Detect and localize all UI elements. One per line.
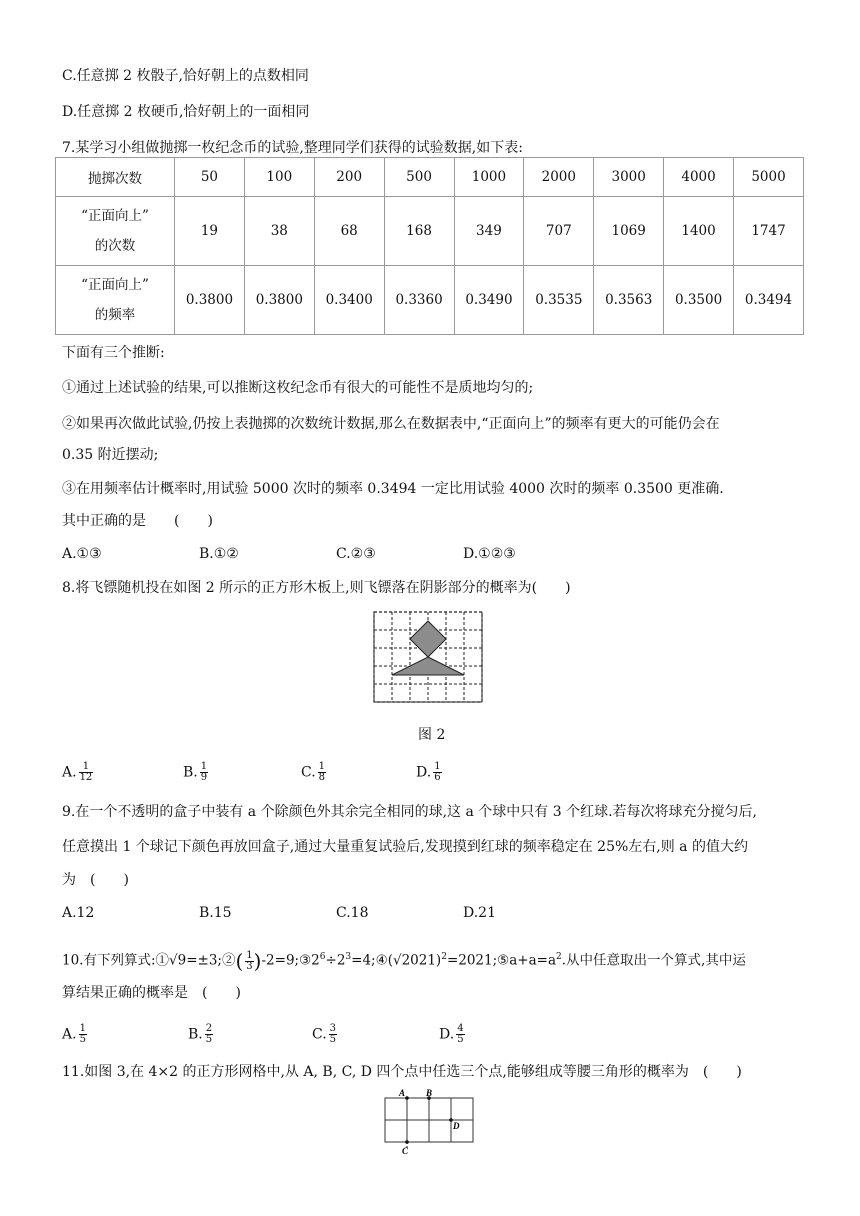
- q7-option-c: C.②③: [336, 546, 376, 562]
- q9-line-3: 为 ( ): [62, 872, 129, 888]
- count-cell: 707: [524, 197, 594, 266]
- fraction: $\frac{1}{5}$: [79, 1023, 86, 1045]
- throws-cell: 100: [244, 158, 314, 197]
- row-header-freq-line1: “正面向上”: [81, 277, 149, 293]
- row-header-count-line1: “正面向上”: [81, 208, 149, 224]
- q10-line-1: 10.有下列算式:①√9=±3;②( $\frac{1}{3}$ )$-2=9;③2^6\div 2^3=4;④(√2021)^2=2021;⑤a+a=a^2$.从中任意取出一个算式,其中运: [62, 949, 746, 973]
- option-label: D.: [416, 764, 432, 781]
- fraction: $\frac{1}{3}$: [246, 949, 253, 972]
- q7-statement-3: ③在用频率估计概率时,用试验 5000 次时的频率 0.3494 一定比用试验 4000 次时的频率 0.3500 更准确.: [62, 481, 724, 497]
- q8-option-a: [62, 762, 93, 783]
- count-cell: 1069: [594, 197, 664, 266]
- q9-option-c: C.18: [336, 905, 369, 921]
- option-label: B.: [183, 764, 198, 781]
- q10-line-2: 算结果正确的概率是 ( ): [62, 985, 241, 1001]
- throws-cell: 5000: [734, 158, 804, 197]
- freq-cell: 0.3800: [175, 266, 245, 335]
- freq-cell: 0.3494: [734, 266, 804, 335]
- count-cell: 38: [244, 197, 314, 266]
- fraction: $\frac{1}{9}$: [200, 761, 208, 783]
- q10-option-d: [439, 1024, 465, 1045]
- q11-figure-grid: [378, 1086, 478, 1158]
- q7-statement-2a: ②如果再次做此试验,仍按上表抛掷的次数统计数据,那么在数据表中,“正面向上”的频率有更大的可能仍会在: [62, 416, 720, 432]
- q7-option-b: B.①②: [199, 546, 239, 562]
- count-cell: 168: [384, 197, 454, 266]
- count-cell: 19: [175, 197, 245, 266]
- q10-suffix: .从中任意取出一个算式,其中运: [561, 952, 746, 969]
- fraction: $\frac{1}{6}$: [434, 761, 441, 783]
- q7-stem: 7.某学习小组做抛掷一枚纪念币的试验,整理同学们获得的试验数据,如下表:: [62, 140, 523, 156]
- fraction: $\frac{4}{5}$: [457, 1023, 464, 1045]
- row-header-freq: [56, 266, 175, 335]
- table-row: [56, 266, 804, 335]
- q10-option-c: [312, 1024, 337, 1045]
- option-label: A.: [62, 764, 77, 781]
- freq-cell: 0.3535: [524, 266, 594, 335]
- q7-option-a: A.①③: [62, 546, 102, 562]
- q6-option-d: D.任意掷 2 枚硬币,恰好朝上的一面相同: [62, 104, 310, 120]
- throws-cell: 2000: [524, 158, 594, 197]
- count-cell: 68: [314, 197, 384, 266]
- freq-cell: 0.3490: [454, 266, 524, 335]
- row-header-count: [56, 197, 175, 266]
- throws-cell: 200: [314, 158, 384, 197]
- q10-option-b: [188, 1024, 213, 1045]
- count-cell: 1747: [734, 197, 804, 266]
- freq-cell: 0.3800: [244, 266, 314, 335]
- table-row: [56, 197, 804, 266]
- grid-lines: [385, 1098, 473, 1142]
- q8-option-d: [416, 762, 442, 783]
- q10-expr-1: √9=±3;②: [169, 952, 236, 969]
- freq-cell: 0.3563: [594, 266, 664, 335]
- throws-cell: 4000: [664, 158, 734, 197]
- option-label: A.: [62, 1026, 77, 1043]
- q8-figure-caption: 图 2: [418, 727, 446, 743]
- point-c-label: C: [402, 1146, 409, 1156]
- option-label: D.: [439, 1026, 455, 1043]
- option-label: B.: [188, 1026, 203, 1043]
- row-header-count-line2: 的次数: [94, 238, 136, 254]
- q8-option-b: [183, 762, 208, 783]
- freq-cell: 0.3360: [384, 266, 454, 335]
- q7-statement-1: ①通过上述试验的结果,可以推断这枚纪念币有很大的可能性不是质地均匀的;: [62, 380, 534, 396]
- point-c: [405, 1140, 409, 1144]
- q7-data-table: [55, 157, 804, 335]
- shaded-diamond: [410, 621, 446, 657]
- q9-line-2: 任意摸出 1 个球记下颜色再放回盒子,通过大量重复试验后,发现摸到红球的频率稳定在 25%左右,则 a 的值大约: [62, 839, 748, 855]
- throws-cell: 500: [384, 158, 454, 197]
- freq-cell: 0.3400: [314, 266, 384, 335]
- q7-question: 其中正确的是 ( ): [62, 513, 213, 529]
- freq-cell: 0.3500: [664, 266, 734, 335]
- throws-cell: 50: [175, 158, 245, 197]
- q10-expr-4-tail: =2021;⑤a+a=a: [446, 952, 557, 969]
- q10-expr-2-tail: -2=9;③2: [261, 952, 320, 969]
- row-header-throws: 抛掷次数: [56, 158, 175, 197]
- q8-option-c: [301, 762, 326, 783]
- fraction: $\frac{1}{12}$: [79, 761, 93, 783]
- shaded-triangle: [392, 657, 464, 675]
- q9-option-d: D.21: [463, 905, 496, 921]
- count-cell: 1400: [664, 197, 734, 266]
- point-a: [405, 1096, 409, 1100]
- point-d-label: D: [453, 1121, 460, 1131]
- q7-option-d: D.①②③: [463, 546, 516, 562]
- q9-option-a: A.12: [62, 905, 95, 921]
- q9-option-b: B.15: [199, 905, 232, 921]
- row-header-freq-line2: 的频率: [94, 307, 136, 323]
- q7-intro: 下面有三个推断:: [62, 345, 165, 361]
- q7-statement-2b: 0.35 附近摆动;: [62, 447, 159, 463]
- q10-expr-3: ÷2: [325, 952, 346, 969]
- point-b-label: B: [426, 1088, 433, 1098]
- throws-cell: 1000: [454, 158, 524, 197]
- fraction: $\frac{2}{5}$: [205, 1023, 213, 1045]
- q11-stem: 11.如图 3,在 4×2 的正方形网格中,从 A, B, C, D 四个点中任选三个点,能够组成等腰三角形的概率为 ( ): [62, 1064, 742, 1080]
- option-label: C.: [301, 764, 316, 781]
- count-cell: 349: [454, 197, 524, 266]
- q6-option-c: C.任意掷 2 枚骰子,恰好朝上的点数相同: [62, 68, 309, 84]
- option-label: C.: [312, 1026, 327, 1043]
- q9-line-1: 9.在一个不透明的盒子中装有 a 个除颜色外其余完全相同的球,这 a 个球中只有 3 个红球.若每次将球充分搅匀后,: [62, 804, 758, 820]
- q10-option-a: [62, 1024, 87, 1045]
- q10-prefix: 10.有下列算式:①: [62, 952, 170, 969]
- fraction: $\frac{3}{5}$: [329, 1023, 337, 1045]
- table-row: [56, 158, 804, 197]
- fraction: $\frac{1}{8}$: [318, 761, 326, 783]
- q10-expr-3-tail: =4;④(√2021): [351, 952, 442, 969]
- throws-cell: 3000: [594, 158, 664, 197]
- q10-expr-2: (: [235, 949, 244, 973]
- q8-stem: 8.将飞镖随机投在如图 2 所示的正方形木板上,则飞镖落在阴影部分的概率为( ): [62, 580, 571, 596]
- point-a-label: A: [399, 1088, 406, 1098]
- q8-figure-dartboard: [370, 606, 488, 716]
